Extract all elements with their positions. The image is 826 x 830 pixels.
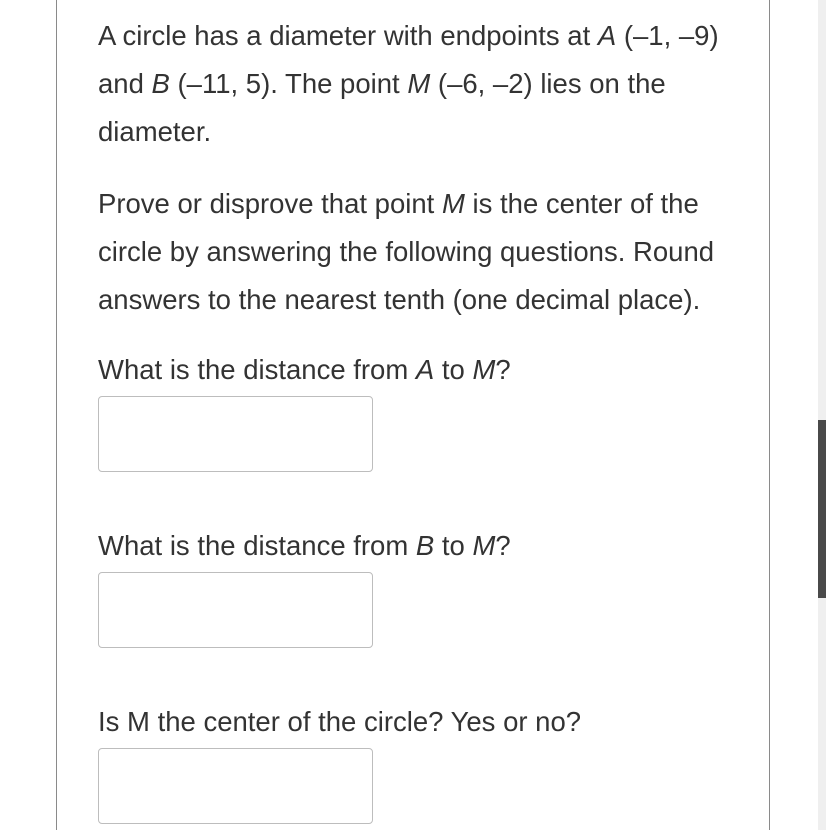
question-1 <box>98 346 738 394</box>
problem-statement <box>98 12 738 156</box>
question-text: ? <box>495 354 511 385</box>
problem-text: A circle has a diameter with endpoints at <box>98 20 598 51</box>
instructions-text: is the center of the circle by answering the following questions. Round answers to the nearest tenth (one decimal place). <box>98 188 715 315</box>
point-m-label: M <box>472 354 496 385</box>
question-text: ? <box>495 530 511 561</box>
point-a-label: A <box>597 20 617 51</box>
question-3: Is M the center of the circle? Yes or no? <box>98 706 582 737</box>
is-center-input[interactable] <box>98 748 373 824</box>
problem-text: (–11, 5). The point <box>169 68 408 99</box>
scrollbar-thumb[interactable] <box>818 420 826 598</box>
problem-text: (–6, –2) lies on the diameter. <box>98 68 666 147</box>
point-b-label: B <box>151 68 170 99</box>
question-text: What is the distance from <box>98 354 416 385</box>
scrollbar-track[interactable] <box>818 0 826 830</box>
question-text: to <box>434 530 473 561</box>
point-b-label: B <box>415 530 435 561</box>
instructions-text: Prove or disprove that point <box>98 188 442 219</box>
point-a-label: A <box>415 354 435 385</box>
problem-text: (–1, –9) and <box>98 20 719 99</box>
question-text: to <box>434 354 473 385</box>
point-m-label: M <box>407 68 431 99</box>
question-content <box>98 12 738 824</box>
distance-a-m-input[interactable] <box>98 396 373 472</box>
point-m-label: M <box>472 530 496 561</box>
distance-b-m-input[interactable] <box>98 572 373 648</box>
instructions <box>98 180 738 324</box>
point-m-label: M <box>441 188 465 219</box>
question-text: What is the distance from <box>98 530 416 561</box>
question-2 <box>98 522 738 570</box>
